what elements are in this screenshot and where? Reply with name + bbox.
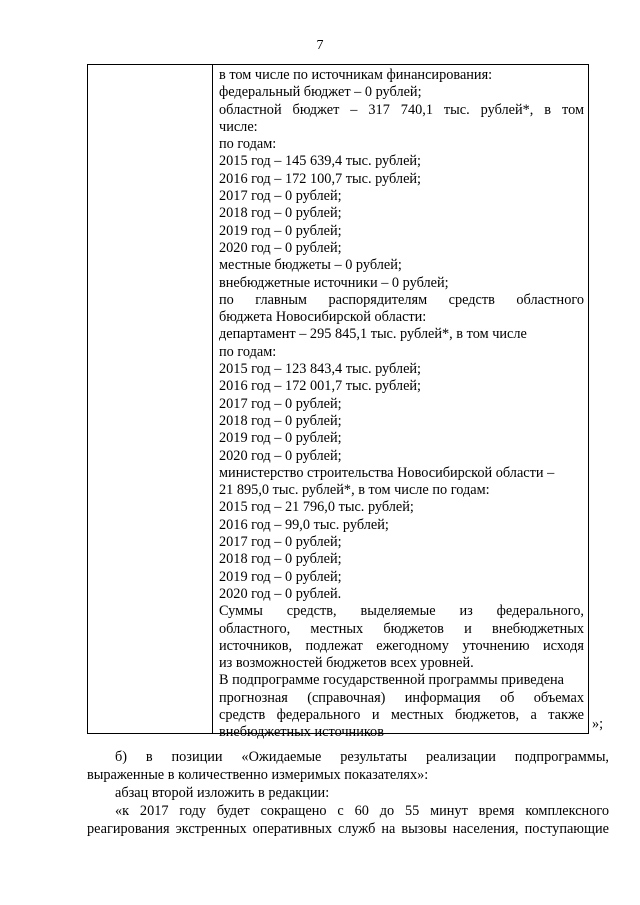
table-line: 2018 год – 0 рублей; [219,205,342,222]
body-text [87,748,609,838]
table-line: министерство строительства Новосибирской области – [219,464,555,481]
table-line: 2016 год – 172 100,7 тыс. рублей; [219,170,422,187]
paragraph-b-line2: выраженные в количественно измеримых показателях»: [87,767,429,783]
table-line: 2017 год – 0 рублей; [219,188,342,205]
table-line: бюджета Новосибирской области: [219,309,427,326]
table-line: прогнозная (справочная) информация об объемах [219,689,584,706]
table-line: 2018 год – 0 рублей; [219,551,342,568]
table-left-cell [88,65,213,733]
table-line: 2016 год – 172 001,7 тыс. рублей; [219,378,422,395]
table-line: 2015 год – 123 843,4 тыс. рублей; [219,361,422,378]
paragraph-abzac: абзац второй изложить в редакции: [115,785,330,801]
table-line: по годам: [219,136,277,153]
table-line: 2020 год – 0 рублей; [219,239,342,256]
table-line: 2017 год – 0 рублей; [219,534,342,551]
table-line: областного, местных бюджетов и внебюджетных [219,620,584,637]
table-line: внебюджетных источников [219,724,384,741]
table-line: 2019 год – 0 рублей; [219,222,342,239]
closing-quote: »; [592,716,604,732]
table-line: областной бюджет – 317 740,1 тыс. рублей*, в том [219,101,584,118]
funding-table [87,64,589,741]
paragraph-quote-line2: реагирования экстренных оперативных служб на вызовы населения, поступающие [87,821,609,837]
page-number: 7 [316,38,324,53]
table-line: 2017 год – 0 рублей; [219,395,342,412]
paragraph-quote-line1: «к 2017 году будет сокращено с 60 до 55 минут время комплексного [115,803,609,819]
table-right-cell [219,67,584,742]
table-line: 2019 год – 0 рублей; [219,568,342,585]
table-line: числе: [219,118,258,135]
table-line: Суммы средств, выделяемые из федерального, [219,603,584,620]
table-line: департамент – 295 845,1 тыс. рублей*, в том числе [219,326,527,343]
table-line: 2018 год – 0 рублей; [219,412,342,429]
table-line: 2016 год – 99,0 тыс. рублей; [219,516,389,533]
table-line: в том числе по источникам финансирования: [219,67,493,83]
table-line: В подпрограмме государственной программы приведена [219,672,565,689]
table-line: из возможностей бюджетов всех уровней. [219,655,474,672]
table-line: средств федерального и местных бюджетов, а также [219,706,584,723]
table-line: внебюджетные источники – 0 рублей; [219,274,449,291]
table-line: по годам: [219,343,277,360]
table-line: федеральный бюджет – 0 рублей; [219,84,422,101]
table-line: 2015 год – 145 639,4 тыс. рублей; [219,153,422,170]
table-line: по главным распорядителям средств областного [219,291,584,308]
table-line: 2015 год – 21 796,0 тыс. рублей; [219,499,414,516]
table-line: источников, подлежат ежегодному уточнению исходя [219,637,584,654]
table-line: 2020 год – 0 рублей. [219,585,342,602]
paragraph-b-line1: б) в позиции «Ожидаемые результаты реализации подпрограммы, [115,749,609,765]
table-line: 2020 год – 0 рублей; [219,447,342,464]
table-line: 2019 год – 0 рублей; [219,430,342,447]
table-line: местные бюджеты – 0 рублей; [219,257,402,274]
table-line: 21 895,0 тыс. рублей*, в том числе по годам: [219,482,490,499]
